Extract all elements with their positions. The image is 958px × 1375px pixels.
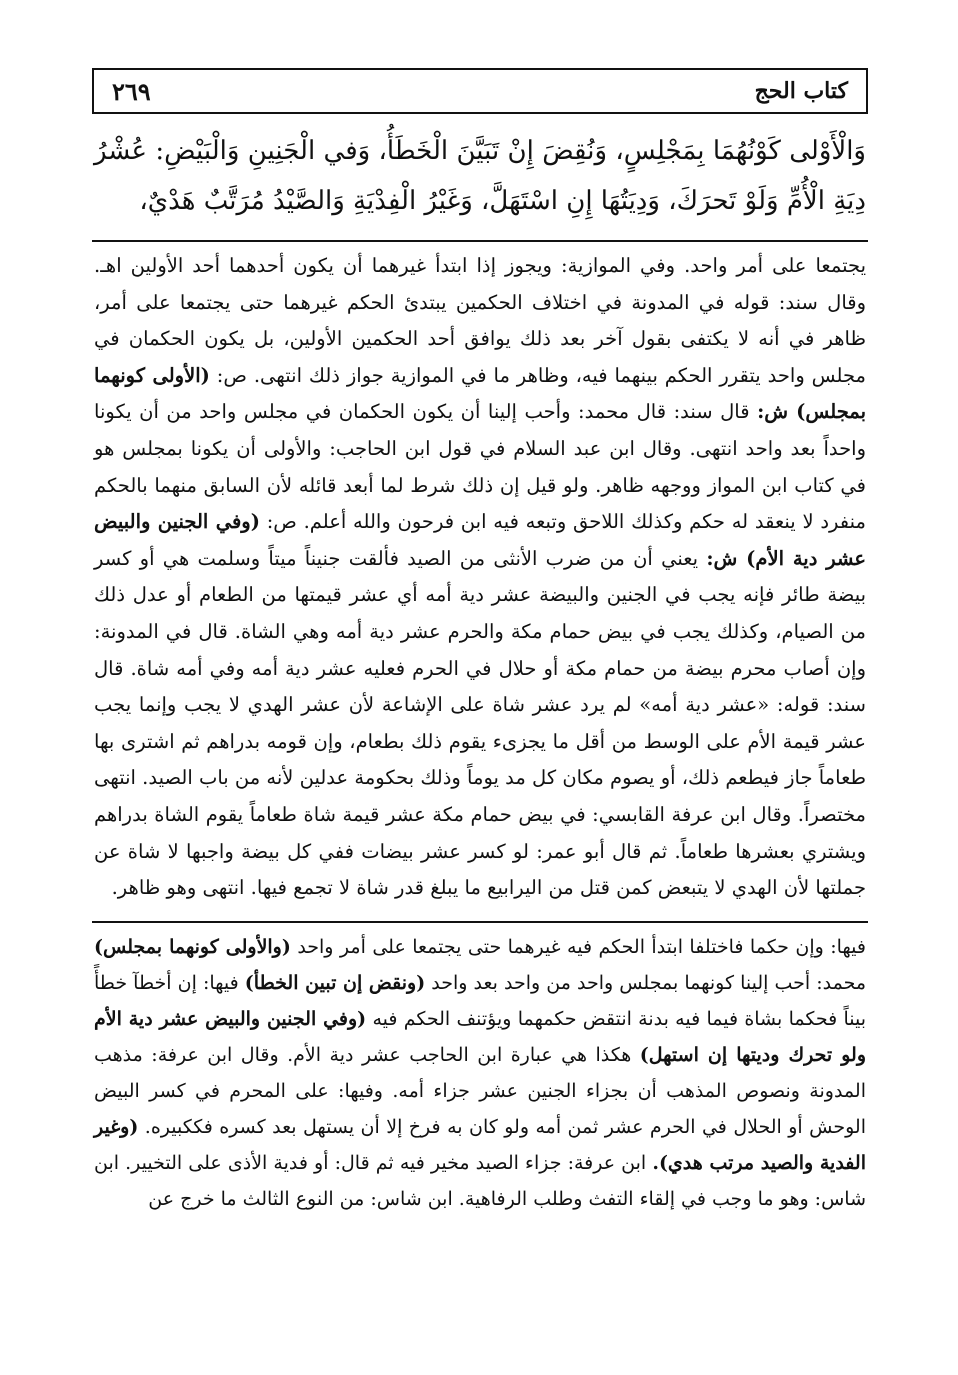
commentary-quote: (الأولى كونهما بمجلس) ش: bbox=[94, 363, 866, 424]
footnotes bbox=[92, 929, 868, 1217]
chapter-title: كتاب الحج bbox=[754, 78, 848, 104]
footnote-text: ابن عرفة: جزاء الصيد مخير فيه ثم قال: أو فدية الأذى على التخيير. ابن شاس: وهو ما وجب في إلقاء التفث وطلب الرفاهية. ابن شاس: من النوع الثالث ما خرج عن bbox=[94, 1151, 866, 1210]
footnote-quote: (ونقض إن تبين الخطأ) bbox=[244, 971, 426, 994]
footnote-text: فيها: وإن حكما فاختلفا ابتدأ الحكم فيه غيرهما حتى يجتمعا على أمر واحد bbox=[297, 935, 866, 958]
commentary-paragraph: يعني أن من ضرب الأنثى من الصيد فألقت جنيناً ميتاً وسلمت هي أو كسر بيضة طائر فإنه يجب في الجنين والبيضة عشر دية أمه أي عشر قيمتها من الطعام أو عدل ذلك من الصيام، وكذلك يجب في بيض حمام مكة والحرم عشر دية أمه وهي الشاة. قال في المدونة: وإن أصاب محرم بيضة من حمام مكة أو حلال في الحرم فعليه عشر دية أمه وفي أمه شاة. قال سند: قوله: «عشر دية أمه» لم يرد عشر شاة على الإشاعة لأن عشر الهدي لا يجب وإنما يجب عشر قيمة الأم على الوسط من أقل ما يجزىء يقوم ذلك بطعام، وإن قومه بدراهم ثم اشترى بها طعاماً جاز فيطعم ذلك، أو يصوم مكان كل مد يوماً وذلك بحكومة عدلين لأنه من باب الصيد. انتهى مختصراً. وقال ابن عرفة القابسي: في بيض حمام مكة عشر قيمة شاة طعاماً يقوم الشاة بدراهم ويشتري بعشرها طعاماً. ثم قال أبو عمر: لو كسر عشر بيضات ففي كل بيضة واجبها لا شاة عن جملتها لأن الهدي لا يتبعض كمن قتل من اليرابيع ما يبلغ قدر شاة لا تجمع فيها. انتهى وهو ظاهر. bbox=[94, 546, 866, 900]
commentary-quote: (وفي الجنين والبيض عشر دية الأم) ش: bbox=[94, 510, 867, 570]
book-page bbox=[92, 68, 868, 1358]
footnote-quote: (وفي الجنين والبيض عشر دية الأم ولو تحرك وديتها إن استهل) bbox=[94, 1007, 866, 1066]
divider-top bbox=[92, 240, 868, 242]
main-text: وَالْأَوْلى كَوْنُهُمَا بِمَجْلِسٍ، وَنُقِضَ إِنْ تَبَيَّنَ الْخَطَأُ، وَفي الْجَنِينِ وَالْبَيْضِ: عُشْرُ دِيَةِ الْأُمِّ وَلَوْ تَحرَكَ، وَدِيَتُهَا إِنِ اسْتَهَلَّ، وَغَيْرُ الْفِدْيَةِ وَالصَّيْدُ مُرَتَّبٌ هَدْيٌ، bbox=[94, 136, 866, 216]
footnote-quote: (والأولى كونهما بمجلس) bbox=[94, 935, 291, 958]
commentary-paragraph: قال سند: قال محمد: وأحب إلينا أن يكون الحكمان في مجلس واحد من أن يكونا واحداً بعد واحد انتهى. وقال ابن عبد السلام في قول ابن الحاجب: والأولى أن يكونا بمجلس هو في كتاب ابن المواز ووجهه ظاهر. ولو قيل إن ذلك شرط لما أبعد قائله لأن السابق منهما بالحكم منفرد لا ينعقد له حكم وكذلك اللاحق وتبعه فيه ابن فرحون والله أعلم. bbox=[94, 400, 866, 534]
footnote-text: فيها: إن أخطآ خطأً بيناً فحكما بشاة فيما فيه بدنة انتقض حكمهما ويؤتنف الحكم فيه bbox=[94, 971, 866, 1030]
commentary-paragraph: يجتمعا على أمر واحد. وفي الموازية: ويجوز إذا ابتدأ غيرهما أن يكون أحدهما أحد الأولين اهـ. وقال سند: قوله في المدونة في اختلاف الحكمين يبتدئ الحكم غيرهما حتى يجتمعا على أمر، ظاهر في أنه لا يكتفى بقول آخر بعد ذلك يوافق أحد الحكمين الأولين، بل يكون الحكمان في مجلس واحد يتقرر الحكم بينهما فيه، وظاهر ما في الموازية جواز ذلك انتهى. bbox=[94, 254, 867, 387]
commentary-marker: ص: bbox=[266, 510, 297, 534]
footnote-quote: (وغير الفدية والصيد مرتب هدي). bbox=[94, 1115, 866, 1174]
commentary-marker: ص: bbox=[216, 363, 247, 387]
footnote-text: محمد: أحب إلينا كونهما بمجلس واحد من واحد بعد واحد bbox=[431, 971, 867, 994]
footnote-text: هكذا هي عبارة ابن الحاجب عشر دية الأم. وقال ابن عرفة: مذهب المدونة ونصوص المذهب أن بجزاء الجنين عشر جزاء أمه. وفيها: على المحرم في كسر البيض الوحش أو الحلال في الحرم عشر ثمن أمه ولو كان به فرخ إلا أن يستهل بعد كسره فككبيره. bbox=[94, 1043, 866, 1138]
commentary bbox=[92, 248, 868, 907]
page-number: ٢٦٩ bbox=[112, 76, 151, 106]
page-header bbox=[92, 68, 868, 114]
divider-bottom bbox=[92, 921, 868, 923]
